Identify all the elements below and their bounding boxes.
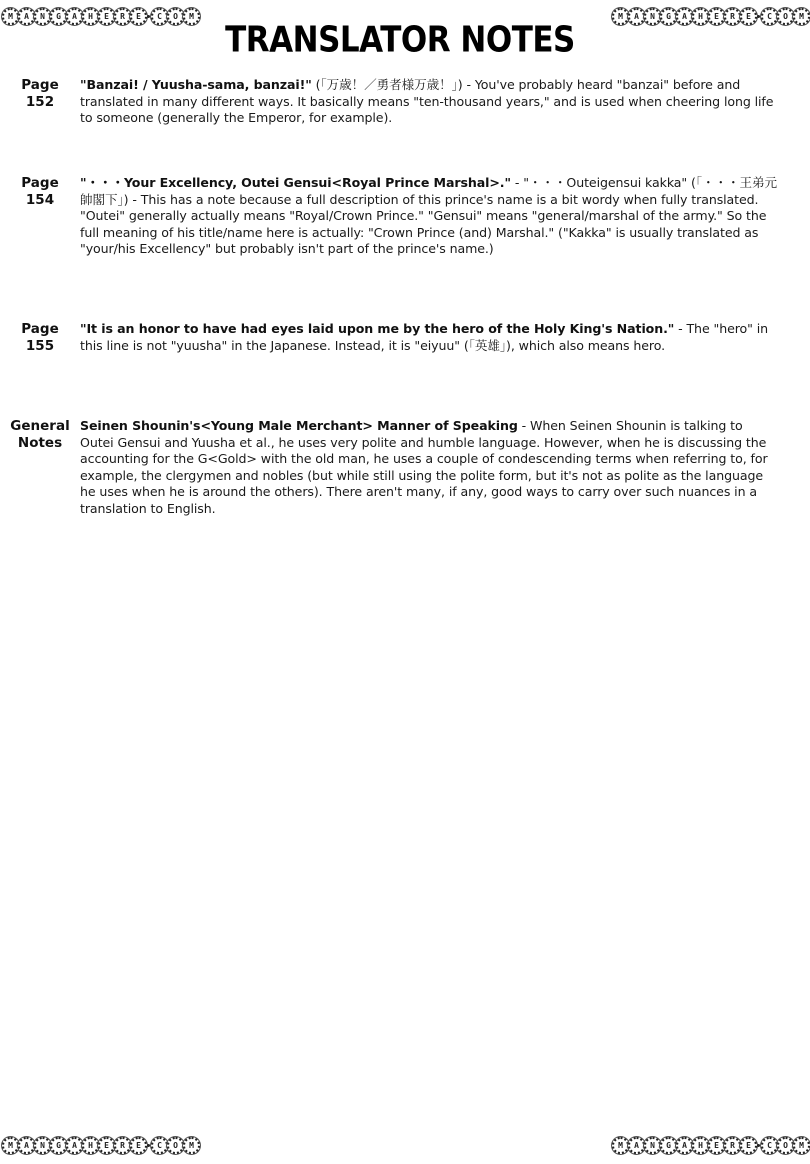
note-text: - The "hero" in this line is not "yuusha" in the Japanese. Instead, it is "eiyuu" (「英雄」), which also means hero. — [80, 321, 769, 353]
watermark-bead: H — [692, 1137, 709, 1154]
watermark-bead: N — [644, 8, 661, 25]
watermark-bead: E — [740, 8, 757, 25]
watermark-bead: G — [50, 8, 67, 25]
note-label-line2: 154 — [25, 192, 55, 208]
note-label — [0, 418, 80, 517]
watermark-dot — [757, 1144, 760, 1147]
watermark-bead: A — [18, 1137, 35, 1154]
watermark-bead: A — [66, 1137, 83, 1154]
watermark-bead: M — [2, 8, 19, 25]
watermark-bead: A — [628, 1137, 645, 1154]
note-body — [80, 77, 780, 127]
watermark-bead: O — [167, 1137, 184, 1154]
note-page-155 — [0, 321, 800, 355]
note-general — [0, 418, 800, 517]
watermark-bead: O — [777, 1137, 794, 1154]
watermark-bead: M — [793, 8, 810, 25]
note-label-line2: 152 — [25, 94, 55, 110]
note-body — [80, 175, 780, 258]
watermark-bead: E — [130, 8, 147, 25]
note-text: (「万歳！／勇者様万歳！」) - You've probably heard "banzai" before and translated in many different ways. It basically means "ten-thousand years," and is used when cheering long life to someone (generally the Emperor, for example). — [80, 77, 774, 125]
watermark-bead: G — [660, 8, 677, 25]
watermark-bead: N — [34, 8, 51, 25]
watermark-bead: A — [628, 8, 645, 25]
watermark-bead: A — [18, 8, 35, 25]
watermark-bead: C — [761, 1137, 778, 1154]
watermark-bead: N — [34, 1137, 51, 1154]
note-label-line1: Page — [21, 77, 59, 93]
watermark-bead: E — [708, 1137, 725, 1154]
watermark-bead: R — [114, 1137, 131, 1154]
note-label-line2: Notes — [17, 435, 63, 451]
note-heading: "Banzai! / Yuusha-sama, banzai!" — [80, 77, 312, 92]
watermark-bead: C — [761, 8, 778, 25]
watermark-bead: R — [114, 8, 131, 25]
watermark-bead: M — [2, 1137, 19, 1154]
watermark-bead: A — [66, 8, 83, 25]
note-body — [80, 321, 780, 355]
watermark-bead: E — [740, 1137, 757, 1154]
watermark-bead: M — [183, 1137, 200, 1154]
note-heading: "・・・Your Excellency, Outei Gensui<Royal Prince Marshal>." — [80, 175, 511, 190]
watermark-bead: O — [167, 8, 184, 25]
watermark-bead: E — [98, 8, 115, 25]
watermark-bead: M — [612, 1137, 629, 1154]
note-page-154 — [0, 175, 800, 258]
watermark-dot — [757, 15, 760, 18]
note-page-152 — [0, 77, 800, 127]
watermark-bead: E — [708, 8, 725, 25]
page-title: TRANSLATOR NOTES — [225, 19, 575, 61]
watermark-dot — [147, 1144, 150, 1147]
watermark-bead: O — [777, 8, 794, 25]
note-label-line2: 155 — [25, 338, 55, 354]
note-body — [80, 418, 780, 517]
watermark-bead: R — [724, 1137, 741, 1154]
note-label-line1: Page — [21, 321, 59, 337]
note-label — [0, 175, 80, 258]
watermark-bead: G — [50, 1137, 67, 1154]
watermark-bead: R — [724, 8, 741, 25]
watermark-bead: N — [644, 1137, 661, 1154]
note-heading: Seinen Shounin's<Young Male Merchant> Manner of Speaking — [80, 418, 518, 433]
watermark-bead: M — [183, 8, 200, 25]
watermark-bead: H — [82, 1137, 99, 1154]
watermark-bead: M — [793, 1137, 810, 1154]
note-label-line1: General — [10, 418, 70, 434]
watermark-bead: C — [151, 8, 168, 25]
note-text: - "・・・Outeigensui kakka" (「・・・王弟元帥閣下」) - This has a note because a full description of this prince's name is a bit wordy when fully translated. "Outei" generally actually means "Royal/Crown Prince." "Gensui" means "general/marshal of the army." So the full meaning of his title/name here is actually: "Crown Prince (and) Marshal." ("Kakka" is usually translated as "your/his Excellency" but probably isn't part of the prince's name.) — [80, 175, 777, 256]
note-label-line1: Page — [21, 175, 59, 191]
watermark-dot — [147, 15, 150, 18]
note-label — [0, 321, 80, 355]
watermark-bead: M — [612, 8, 629, 25]
watermark-bead: C — [151, 1137, 168, 1154]
watermark-bead: G — [660, 1137, 677, 1154]
note-heading: "It is an honor to have had eyes laid upon me by the hero of the Holy King's Nation." — [80, 321, 675, 336]
watermark-bead: E — [130, 1137, 147, 1154]
watermark-bead: A — [676, 8, 693, 25]
watermark-logo-bottom-left — [2, 1135, 199, 1155]
note-text: - When Seinen Shounin is talking to Outei Gensui and Yuusha et al., he uses very polite and humble language. However, when he is discussing the accounting for the G<Gold> with the old man, he uses a couple of condescending terms when referring to, for example, the clergymen and nobles (but while still using the polite form, but it's not as polite as the language he uses when he is around the others). There aren't many, if any, good ways to carry over such nuances in a translation to English. — [80, 418, 768, 516]
watermark-logo-bottom-right — [612, 1135, 809, 1155]
watermark-bead: A — [676, 1137, 693, 1154]
note-label — [0, 77, 80, 127]
watermark-bead: H — [82, 8, 99, 25]
watermark-bead: E — [98, 1137, 115, 1154]
watermark-bead: H — [692, 8, 709, 25]
